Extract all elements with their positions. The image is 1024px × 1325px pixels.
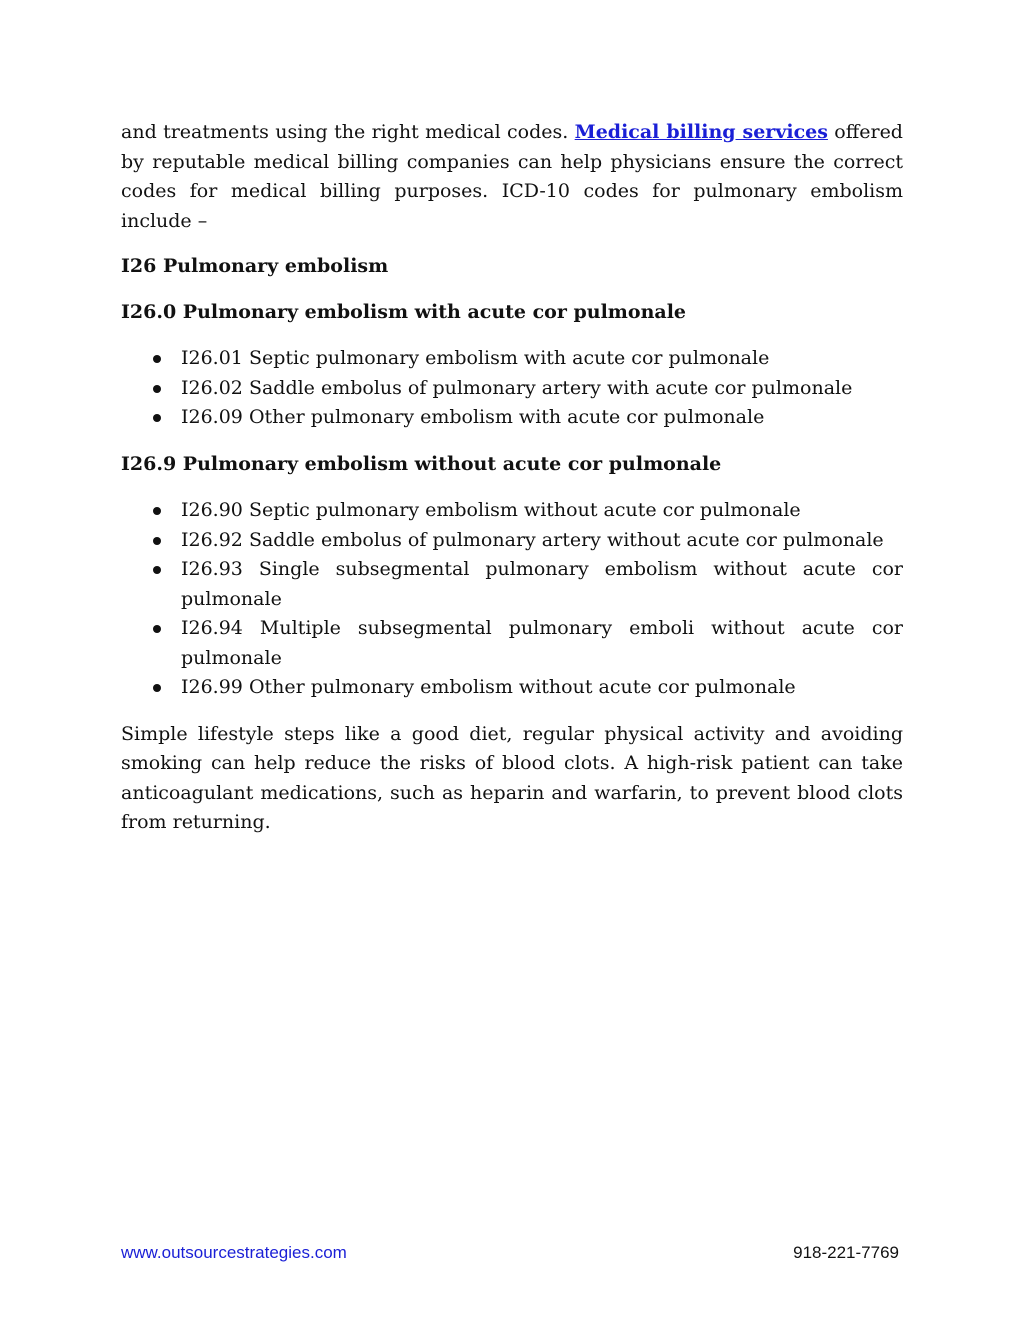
bullet-icon — [153, 507, 161, 515]
bullet-icon — [153, 385, 161, 393]
closing-paragraph: Simple lifestyle steps like a good diet, regular physical activity and avoiding smoking can help reduce the risks of blood clots. A high-risk patient can take anticoagulant medications, such as heparin and warfarin, to prevent blood clots from returning. — [121, 722, 903, 833]
list-item-text: I26.09 Other pulmonary embolism with acute cor pulmonale — [181, 406, 765, 428]
bullet-icon — [153, 537, 161, 545]
footer-phone-number: 918-221-7769 — [793, 1243, 899, 1262]
intro-text-after-link: offered by reputable medical billing companies can help physicians ensure the correct codes for medical billing purposes. ICD-10 codes for pulmonary embolism include – — [121, 121, 903, 232]
list-item — [121, 374, 903, 404]
heading-i26-0: I26.0 Pulmonary embolism with acute cor pulmonale — [121, 300, 687, 323]
list-item-text: I26.94 Multiple subsegmental pulmonary emboli without acute cor pulmonale — [181, 617, 903, 669]
list-item — [121, 526, 903, 556]
list-item-text: I26.90 Septic pulmonary embolism without acute cor pulmonale — [181, 499, 801, 521]
list-item-text: I26.93 Single subsegmental pulmonary embolism without acute cor pulmonale — [181, 558, 903, 610]
list-item-text: I26.99 Other pulmonary embolism without acute cor pulmonale — [181, 676, 796, 698]
bullet-icon — [153, 625, 161, 633]
intro-paragraph — [121, 118, 903, 236]
list-item — [121, 344, 903, 374]
bullet-icon — [153, 566, 161, 574]
bullet-icon — [153, 355, 161, 363]
bullet-icon — [153, 684, 161, 692]
code-list-i26-9 — [121, 496, 903, 703]
footer-website-link[interactable]: www.outsourcestrategies.com — [121, 1243, 347, 1262]
list-item — [121, 496, 903, 526]
code-list-i26-0 — [121, 344, 903, 433]
intro-text-before-link: and treatments using the right medical codes. — [121, 121, 575, 143]
document-body — [121, 118, 903, 838]
heading-i26-9: I26.9 Pulmonary embolism without acute cor pulmonale — [121, 452, 722, 475]
list-item-text: I26.02 Saddle embolus of pulmonary artery with acute cor pulmonale — [181, 376, 853, 399]
list-item — [121, 555, 903, 614]
list-item — [121, 403, 903, 433]
medical-billing-services-link[interactable]: Medical billing services — [574, 121, 828, 143]
bullet-icon — [153, 414, 161, 422]
list-item — [121, 673, 903, 703]
heading-i26: I26 Pulmonary embolism — [121, 255, 389, 277]
list-item-text: I26.01 Septic pulmonary embolism with acute cor pulmonale — [181, 347, 770, 369]
list-item-text: I26.92 Saddle embolus of pulmonary artery without acute cor pulmonale — [181, 528, 884, 551]
list-item — [121, 614, 903, 673]
